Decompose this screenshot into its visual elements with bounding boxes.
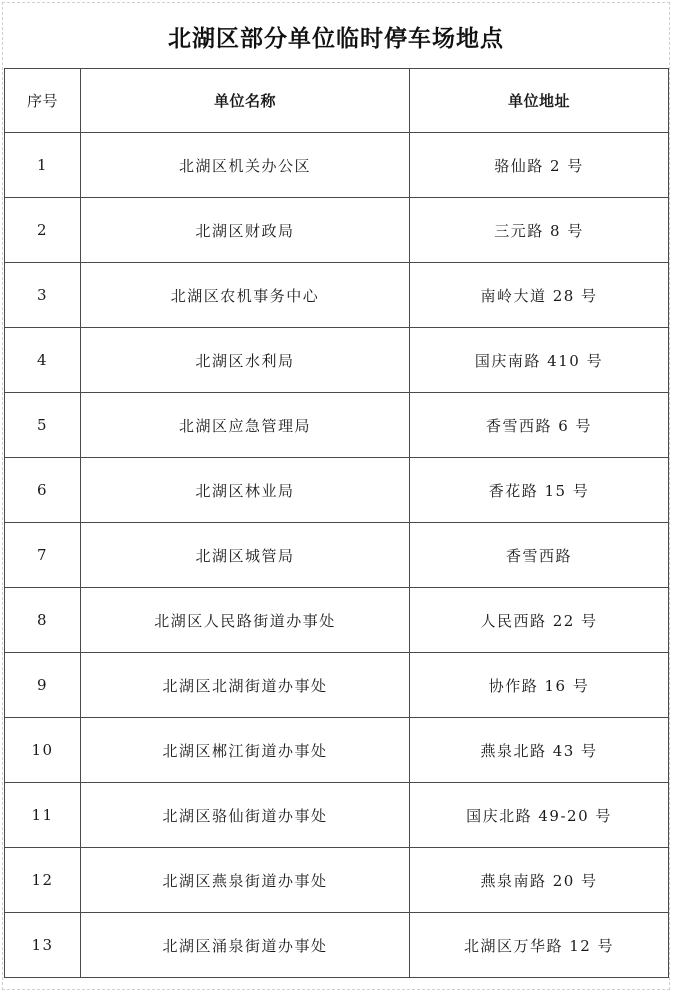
table-row bbox=[5, 848, 669, 913]
row-unit-name: 北湖区机关办公区 bbox=[81, 133, 410, 198]
row-index: 1 bbox=[5, 133, 81, 198]
row-unit-name: 北湖区财政局 bbox=[81, 198, 410, 263]
row-unit-name: 北湖区北湖街道办事处 bbox=[81, 653, 410, 718]
table-row bbox=[5, 458, 669, 523]
table-row bbox=[5, 718, 669, 783]
row-index: 2 bbox=[5, 198, 81, 263]
table-row bbox=[5, 523, 669, 588]
row-index: 4 bbox=[5, 328, 81, 393]
table-header-row bbox=[5, 69, 669, 133]
table-row bbox=[5, 653, 669, 718]
row-unit-address: 燕泉北路 43 号 bbox=[410, 718, 669, 783]
row-unit-address: 国庆南路 410 号 bbox=[410, 328, 669, 393]
row-index: 13 bbox=[5, 913, 81, 978]
row-unit-name: 北湖区应急管理局 bbox=[81, 393, 410, 458]
row-index: 8 bbox=[5, 588, 81, 653]
row-unit-name: 北湖区骆仙街道办事处 bbox=[81, 783, 410, 848]
row-unit-address: 南岭大道 28 号 bbox=[410, 263, 669, 328]
row-unit-address: 香花路 15 号 bbox=[410, 458, 669, 523]
row-unit-name: 北湖区农机事务中心 bbox=[81, 263, 410, 328]
table-row bbox=[5, 588, 669, 653]
row-index: 9 bbox=[5, 653, 81, 718]
row-index: 11 bbox=[5, 783, 81, 848]
row-index: 6 bbox=[5, 458, 81, 523]
row-index: 7 bbox=[5, 523, 81, 588]
header-index: 序号 bbox=[5, 69, 81, 133]
row-unit-address: 燕泉南路 20 号 bbox=[410, 848, 669, 913]
row-unit-name: 北湖区燕泉街道办事处 bbox=[81, 848, 410, 913]
row-unit-address: 北湖区万华路 12 号 bbox=[410, 913, 669, 978]
row-unit-address: 三元路 8 号 bbox=[410, 198, 669, 263]
table-row bbox=[5, 328, 669, 393]
header-unit-address: 单位地址 bbox=[410, 69, 669, 133]
row-unit-address: 香雪西路 6 号 bbox=[410, 393, 669, 458]
page-title: 北湖区部分单位临时停车场地点 bbox=[168, 25, 504, 52]
row-unit-name: 北湖区郴江街道办事处 bbox=[81, 718, 410, 783]
row-index: 10 bbox=[5, 718, 81, 783]
table-row bbox=[5, 783, 669, 848]
row-unit-address: 国庆北路 49-20 号 bbox=[410, 783, 669, 848]
header-unit-name: 单位名称 bbox=[81, 69, 410, 133]
row-index: 3 bbox=[5, 263, 81, 328]
table-row bbox=[5, 393, 669, 458]
row-unit-name: 北湖区人民路街道办事处 bbox=[81, 588, 410, 653]
table-row bbox=[5, 913, 669, 978]
row-index: 5 bbox=[5, 393, 81, 458]
row-unit-name: 北湖区林业局 bbox=[81, 458, 410, 523]
row-unit-address: 协作路 16 号 bbox=[410, 653, 669, 718]
row-unit-name: 北湖区涌泉街道办事处 bbox=[81, 913, 410, 978]
row-unit-address: 人民西路 22 号 bbox=[410, 588, 669, 653]
table-row bbox=[5, 133, 669, 198]
row-unit-address: 骆仙路 2 号 bbox=[410, 133, 669, 198]
table-row bbox=[5, 263, 669, 328]
row-index: 12 bbox=[5, 848, 81, 913]
row-unit-name: 北湖区城管局 bbox=[81, 523, 410, 588]
parking-locations-table bbox=[4, 68, 669, 978]
row-unit-name: 北湖区水利局 bbox=[81, 328, 410, 393]
row-unit-address: 香雪西路 bbox=[410, 523, 669, 588]
table-row bbox=[5, 198, 669, 263]
title-band bbox=[4, 4, 668, 68]
